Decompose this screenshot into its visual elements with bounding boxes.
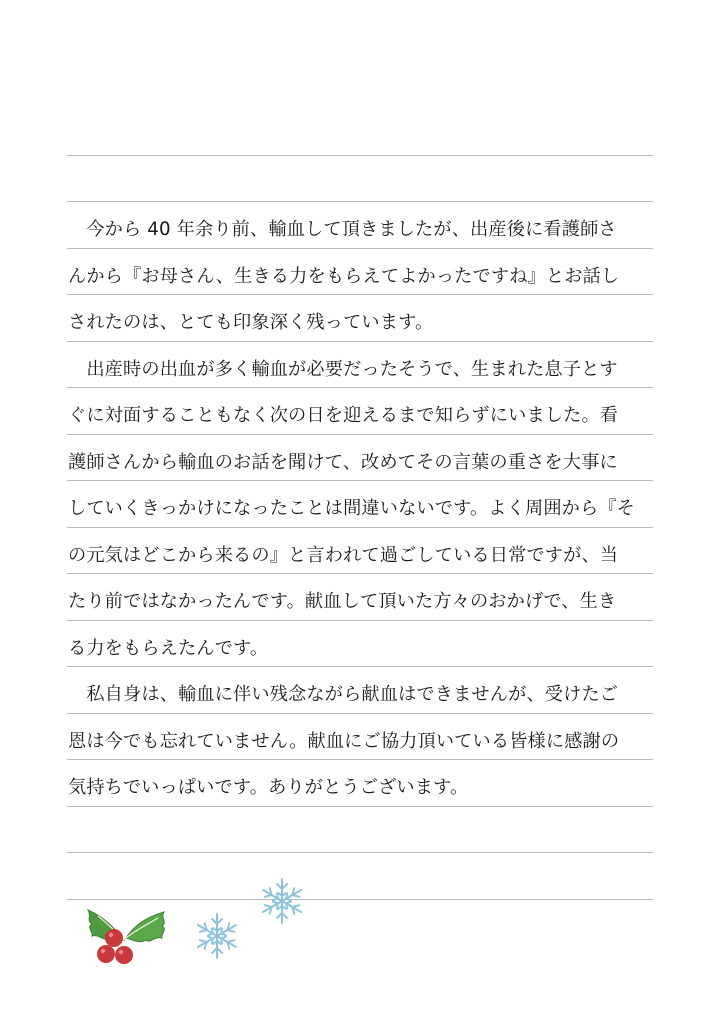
letter-line: 出産時の出血が多く輸血が必要だったそうで、生まれた息子とす [68, 359, 618, 380]
ruled-line [67, 155, 653, 156]
letter-line: 今から 40 年余り前、輸血して頂きましたが、出産後に看護師さ [68, 219, 617, 240]
ruled-line [67, 480, 653, 481]
ruled-line [67, 294, 653, 295]
ruled-line [67, 434, 653, 435]
ruled-line [67, 387, 653, 388]
snowflake-icon [258, 876, 306, 926]
ruled-line [67, 759, 653, 760]
ruled-line [67, 248, 653, 249]
ruled-line [67, 666, 653, 667]
ruled-line [67, 341, 653, 342]
ruled-line [67, 201, 653, 202]
letter-line: たり前ではなかったんです。献血して頂いた方々のおかげで、生き [68, 591, 617, 612]
letter-line: の元気はどこから来るの』と言われて過ごしている日常ですが、当 [68, 545, 619, 566]
ruled-line [67, 527, 653, 528]
ruled-line [67, 573, 653, 574]
ruled-line [67, 713, 653, 714]
ruled-line [67, 806, 653, 807]
letter-line: んから『お母さん、生きる力をもらえてよかったですね』とお話し [68, 266, 620, 287]
letter-line: 気持ちでいっぱいです。ありがとうございます。 [68, 777, 469, 798]
letter-line: されたのは、とても印象深く残っています。 [68, 312, 434, 333]
letter-line: していくきっかけになったことは間違いないです。よく周囲から『そ [68, 498, 636, 519]
ruled-line [67, 852, 653, 853]
holly-icon [78, 898, 178, 970]
letter-line: る力をもらえたんです。 [68, 638, 269, 659]
snowflake-icon [193, 910, 241, 962]
ruled-line [67, 620, 653, 621]
letter-line: 護師さんから輸血のお話を聞けて、改めてその言葉の重さを大事に [68, 452, 618, 473]
letter-line: 私自身は、輸血に伴い残念ながら献血はできませんが、受けたご [68, 684, 619, 705]
letter-line: 恩は今でも忘れていません。献血にご協力頂いている皆様に感謝の [68, 731, 620, 752]
letter-line: ぐに対面することもなく次の日を迎えるまで知らずにいました。看 [68, 405, 619, 426]
